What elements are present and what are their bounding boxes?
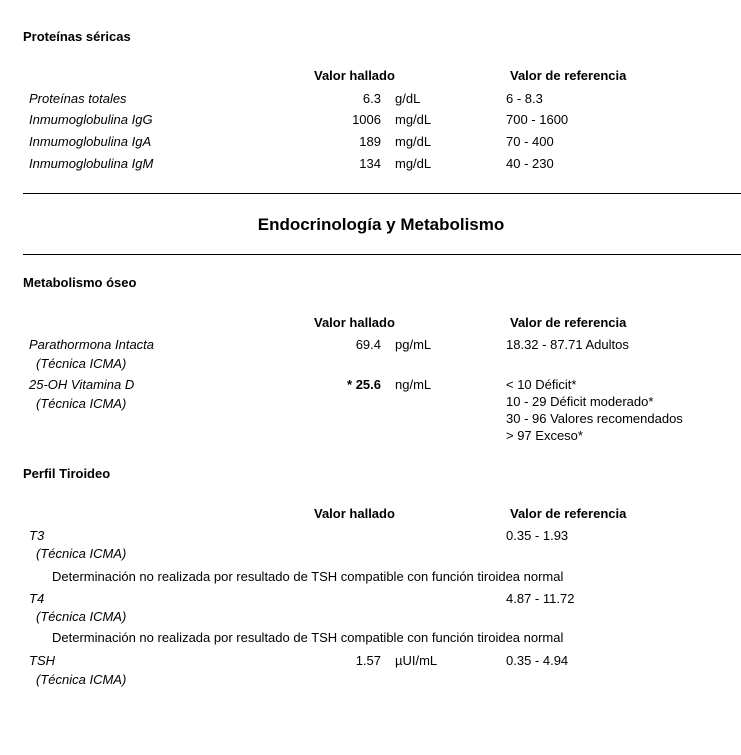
- test-value: 6.3: [362, 91, 381, 106]
- col-header-value: Valor hallado: [314, 506, 395, 521]
- col-header-reference: Valor de referencia: [510, 506, 627, 521]
- test-reference: 30 - 96 Valores recomendados: [506, 411, 683, 426]
- test-technique: (Técnica ICMA): [36, 672, 127, 687]
- test-technique: (Técnica ICMA): [36, 546, 127, 561]
- test-unit: ng/mL: [395, 377, 432, 392]
- test-reference: < 10 Déficit*: [506, 377, 577, 392]
- test-reference: 18.32 - 87.71 Adultos: [506, 337, 629, 352]
- test-unit: µUI/mL: [395, 653, 438, 668]
- test-reference: 700 - 1600: [506, 112, 569, 127]
- divider: [23, 193, 741, 194]
- section-title-perfil-tiroideo: Perfil Tiroideo: [23, 466, 111, 481]
- test-name: Parathormona Intacta: [29, 337, 155, 352]
- test-value: 189: [359, 134, 381, 149]
- test-reference: 6 - 8.3: [506, 91, 543, 106]
- test-technique: (Técnica ICMA): [36, 356, 127, 371]
- test-technique: (Técnica ICMA): [36, 396, 127, 411]
- test-unit: g/dL: [395, 91, 421, 106]
- test-reference: 0.35 - 4.94: [506, 653, 569, 668]
- test-reference: 70 - 400: [506, 134, 554, 149]
- test-name: Proteínas totales: [29, 91, 127, 106]
- col-header-value: Valor hallado: [314, 68, 395, 83]
- abnormal-flag: *: [347, 377, 353, 392]
- test-value: 25.6: [355, 377, 381, 392]
- test-name: Inmumoglobulina IgM: [29, 156, 154, 171]
- test-technique: (Técnica ICMA): [36, 609, 127, 624]
- section-title-metabolismo-oseo: Metabolismo óseo: [23, 275, 137, 290]
- test-name: T3: [29, 528, 45, 543]
- test-note: Determinación no realizada por resultado de TSH compatible con función tiroidea normal: [52, 569, 564, 584]
- test-reference: 4.87 - 11.72: [506, 591, 575, 606]
- test-reference: 0.35 - 1.93: [506, 528, 569, 543]
- test-value: 69.4: [355, 337, 381, 352]
- test-unit: pg/mL: [395, 337, 432, 352]
- test-reference: > 97 Exceso*: [506, 428, 583, 443]
- col-header-value: Valor hallado: [314, 315, 395, 330]
- col-header-reference: Valor de referencia: [510, 68, 627, 83]
- divider: [23, 254, 741, 255]
- test-name: 25-OH Vitamina D: [29, 377, 135, 392]
- section-title-proteinas: Proteínas séricas: [23, 29, 131, 44]
- page-section-title: Endocrinología y Metabolismo: [257, 215, 505, 234]
- test-unit: mg/dL: [395, 156, 432, 171]
- test-value: 1006: [352, 112, 381, 127]
- test-note: Determinación no realizada por resultado de TSH compatible con función tiroidea normal: [52, 630, 564, 645]
- test-reference: 40 - 230: [506, 156, 554, 171]
- test-name: TSH: [29, 653, 55, 668]
- test-reference: 10 - 29 Déficit moderado*: [506, 394, 654, 409]
- test-name: Inmumoglobulina IgG: [29, 112, 153, 127]
- test-name: T4: [29, 591, 45, 606]
- test-unit: mg/dL: [395, 134, 432, 149]
- test-name: Inmumoglobulina IgA: [29, 134, 152, 149]
- col-header-reference: Valor de referencia: [510, 315, 627, 330]
- test-value: 1.57: [355, 653, 381, 668]
- test-value: 134: [359, 156, 381, 171]
- test-unit: mg/dL: [395, 112, 432, 127]
- test-value-flagged: [300, 377, 381, 393]
